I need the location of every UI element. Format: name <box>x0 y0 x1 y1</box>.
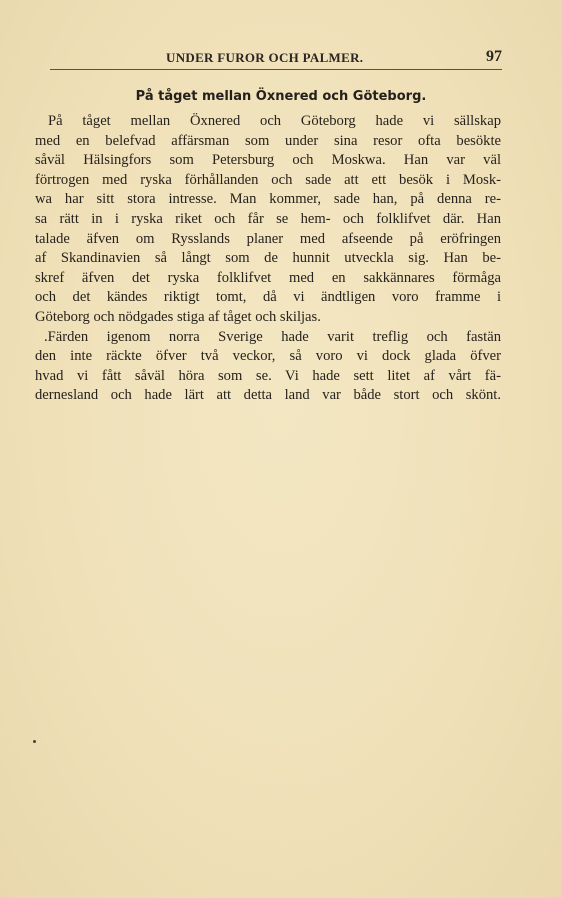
text-line: Göteborg och nödgades stiga af tåget och skiljas. <box>35 308 321 325</box>
text-line: .Färden igenom norra Sverige hade varit treflig och fastän <box>44 328 501 345</box>
text-line: af Skandinavien så långt som de hunnit utveckla sig. Han be- <box>35 250 501 267</box>
header-rule <box>50 69 502 70</box>
text-line: hvad vi fått såväl höra som se. Vi hade sett litet af vårt fä- <box>35 367 501 384</box>
section-title: På tåget mellan Öxnered och Göteborg. <box>135 89 427 104</box>
running-head <box>48 48 502 68</box>
paragraph-1 <box>35 112 501 328</box>
text-line: wa har sitt stora intresse. Man kommer, sade han, på denna re- <box>35 191 501 208</box>
paragraph-2 <box>35 328 501 406</box>
text-line: dernesland och hade lärt att detta land var både stort och skönt. <box>35 387 501 404</box>
text-line: förtrogen med ryska förhållanden och sade att ett besök i Mosk- <box>35 171 501 188</box>
body-text <box>35 112 501 406</box>
running-title: UNDER FUROR OCH PALMER. <box>166 50 364 65</box>
text-line: såväl Hälsingfors som Petersburg och Moskwa. Han var väl <box>35 152 501 169</box>
text-line: sa rätt in i ryska riket och får se hem- och folklifvet där. Han <box>35 210 501 227</box>
text-line: talade äfven om Rysslands planer med afseende på eröfringen <box>35 230 501 247</box>
text-line: skref äfven det ryska folklifvet med en sakkännares förmåga <box>35 269 501 286</box>
text-line: den inte räckte öfver två veckor, så voro vi dock glada öfver <box>35 348 501 365</box>
page-number: 97 <box>486 48 502 65</box>
text-line: med en belefvad affärsman som under sina resor ofta besökte <box>35 132 501 149</box>
text-line: På tåget mellan Öxnered och Göteborg hade vi sällskap <box>48 113 501 129</box>
text-line: och det kändes riktigt tomt, då vi ändtligen voro framme i <box>35 289 501 306</box>
ink-speck <box>33 740 36 743</box>
